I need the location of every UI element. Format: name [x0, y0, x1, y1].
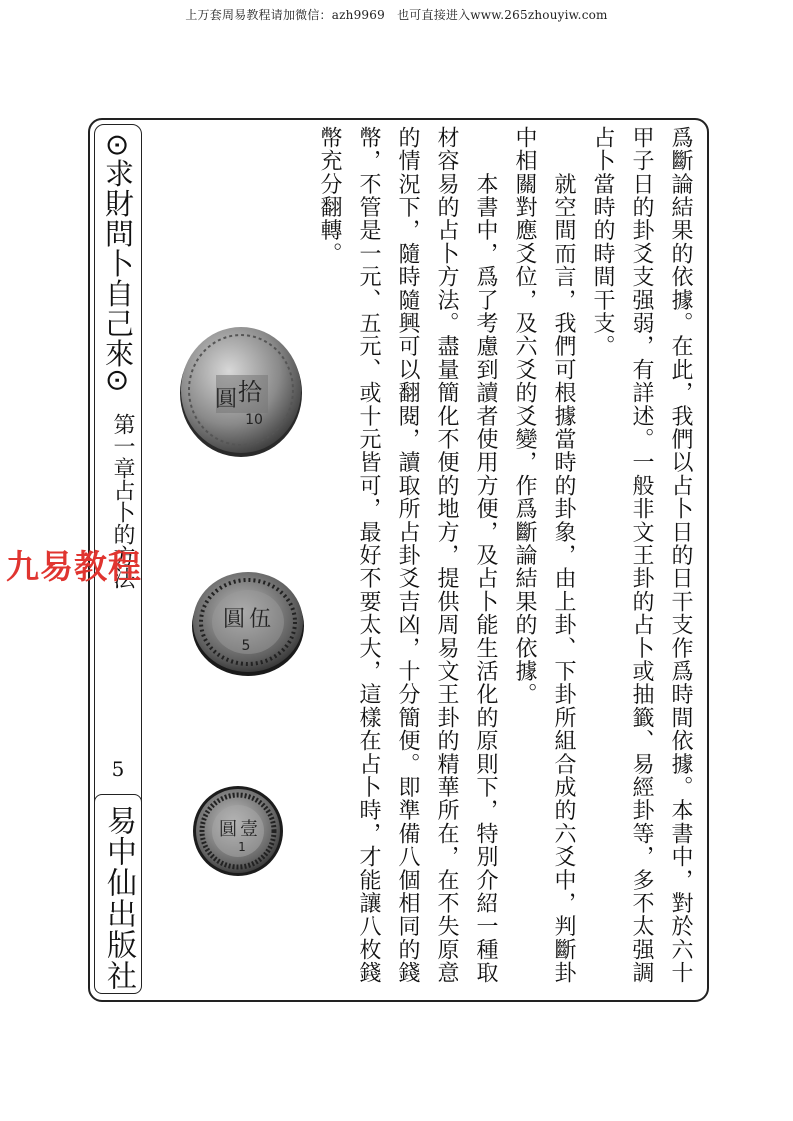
body-text: [310, 126, 700, 986]
coin-char: 壹: [240, 819, 258, 840]
book-title: ⊙求財問卜自己來⊙: [101, 133, 135, 394]
coin-char: 拾: [238, 378, 262, 406]
one-dollar-coin-icon: [192, 785, 284, 877]
coin-number: 1: [238, 840, 246, 854]
coin-char: 圓: [219, 819, 237, 840]
ten-dollar-coin-icon: [178, 320, 304, 460]
coin-char: 圓: [222, 607, 246, 632]
five-dollar-coin-icon: [190, 568, 306, 678]
page-number: 5: [111, 757, 125, 781]
coin-char: 圓: [214, 387, 238, 412]
paragraph: 就空間而言，我們可根據當時的卦象，由上卦、下卦所組合成的六爻中，判斷卦中相關對應爻位，及六爻的爻變，作爲斷論結果的依據。: [512, 126, 576, 985]
coin-char: 伍: [248, 607, 272, 632]
chapter-title: 第一章占卜的方法: [110, 413, 135, 589]
coin-number: 5: [241, 638, 251, 654]
title-box: [94, 124, 142, 864]
paragraph: 爲斷論結果的依據。在此，我們以占卜日的日干支作爲時間依據。本書中，對於六十甲子日的卦爻支强弱，有詳述。一般非文王卦的占卜或抽籤、易經卦等，多不太强調占卜當時的時間干支。: [590, 126, 693, 985]
publisher-box: [94, 794, 142, 994]
paragraph: 本書中，爲了考慮到讀者使用方便，及占卜能生活化的原則下，特別介紹一種取材容易的占卜方法。盡量簡化不便的地方，提供周易文王卦的精華所在，在不失原意的情況下，隨時隨興可以翻閱，讀取所占卦爻吉凶，十分簡便。即準備八個相同的錢幣，不管是一元、五元、或十元皆可，最好不要太大，這樣在占卜時，才能讓八枚錢幣充分翻轉。: [317, 126, 498, 985]
publisher-name: 易中仙出版社: [101, 805, 136, 991]
watermark: 九易教程: [6, 547, 142, 586]
top-banner: 上万套周易教程请加微信：azh9969 也可直接进入www.265zhouyiw.com: [185, 8, 608, 22]
coin-number: 10: [245, 412, 263, 428]
